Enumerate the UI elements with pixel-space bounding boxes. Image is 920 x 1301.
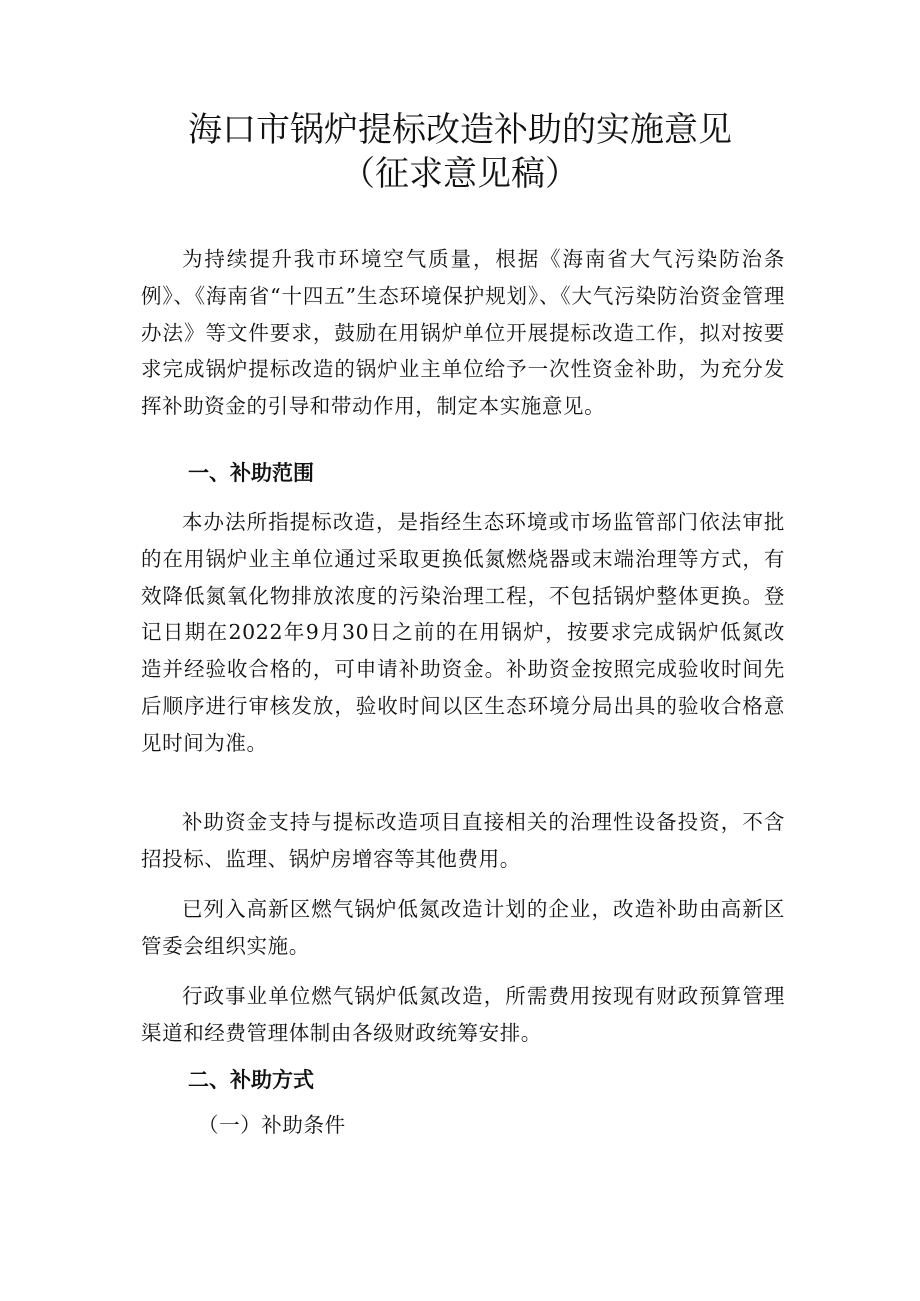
scope-paragraph-4: 行政事业单位燃气锅炉低氮改造，所需费用按现有财政预算管理渠道和经费管理体制由各级财政统筹安排。 (141, 984, 785, 1045)
scope-paragraph-3: 已列入高新区燃气锅炉低氮改造计划的企业，改造补助由高新区管委会组织实施。 (141, 897, 785, 958)
section-heading-scope: 一、补助范围 (188, 461, 314, 485)
subsection-heading-conditions: （一）补助条件 (198, 1113, 346, 1137)
section-heading-method: 二、补助方式 (188, 1068, 314, 1092)
scope-paragraph-1: 本办法所指提标改造，是指经生态环境或市场监管部门依法审批的在用锅炉业主单位通过采取更换低氮燃烧器或末端治理等方式，有效降低氮氧化物排放浓度的污染治理工程，不包括锅炉整体更换。登记日期在2022年9月30日之前的在用锅炉，按要求完成锅炉低氮改造并经验收合格的，可申请补助资金。补助资金按照完成验收时间先后顺序进行审核发放，验收时间以区生态环境分局出具的验收合格意见时间为准。 (141, 510, 785, 755)
document-title: 海口市锅炉提标改造补助的实施意见 (188, 110, 732, 150)
document-subtitle: （征求意见稿） (341, 154, 579, 194)
intro-paragraph: 为持续提升我市环境空气质量，根据《海南省大气污染防治条例》、《海南省“十四五”生态环境保护规划》、《大气污染防治资金管理办法》等文件要求，鼓励在用锅炉单位开展提标改造工作，拟对按要求完成锅炉提标改造的锅炉业主单位给予一次性资金补助，为充分发挥补助资金的引导和带动作用，制定本实施意见。 (141, 247, 785, 419)
scope-paragraph-2: 补助资金支持与提标改造项目直接相关的治理性设备投资，不含招投标、监理、锅炉房增容等其他费用。 (141, 810, 785, 871)
